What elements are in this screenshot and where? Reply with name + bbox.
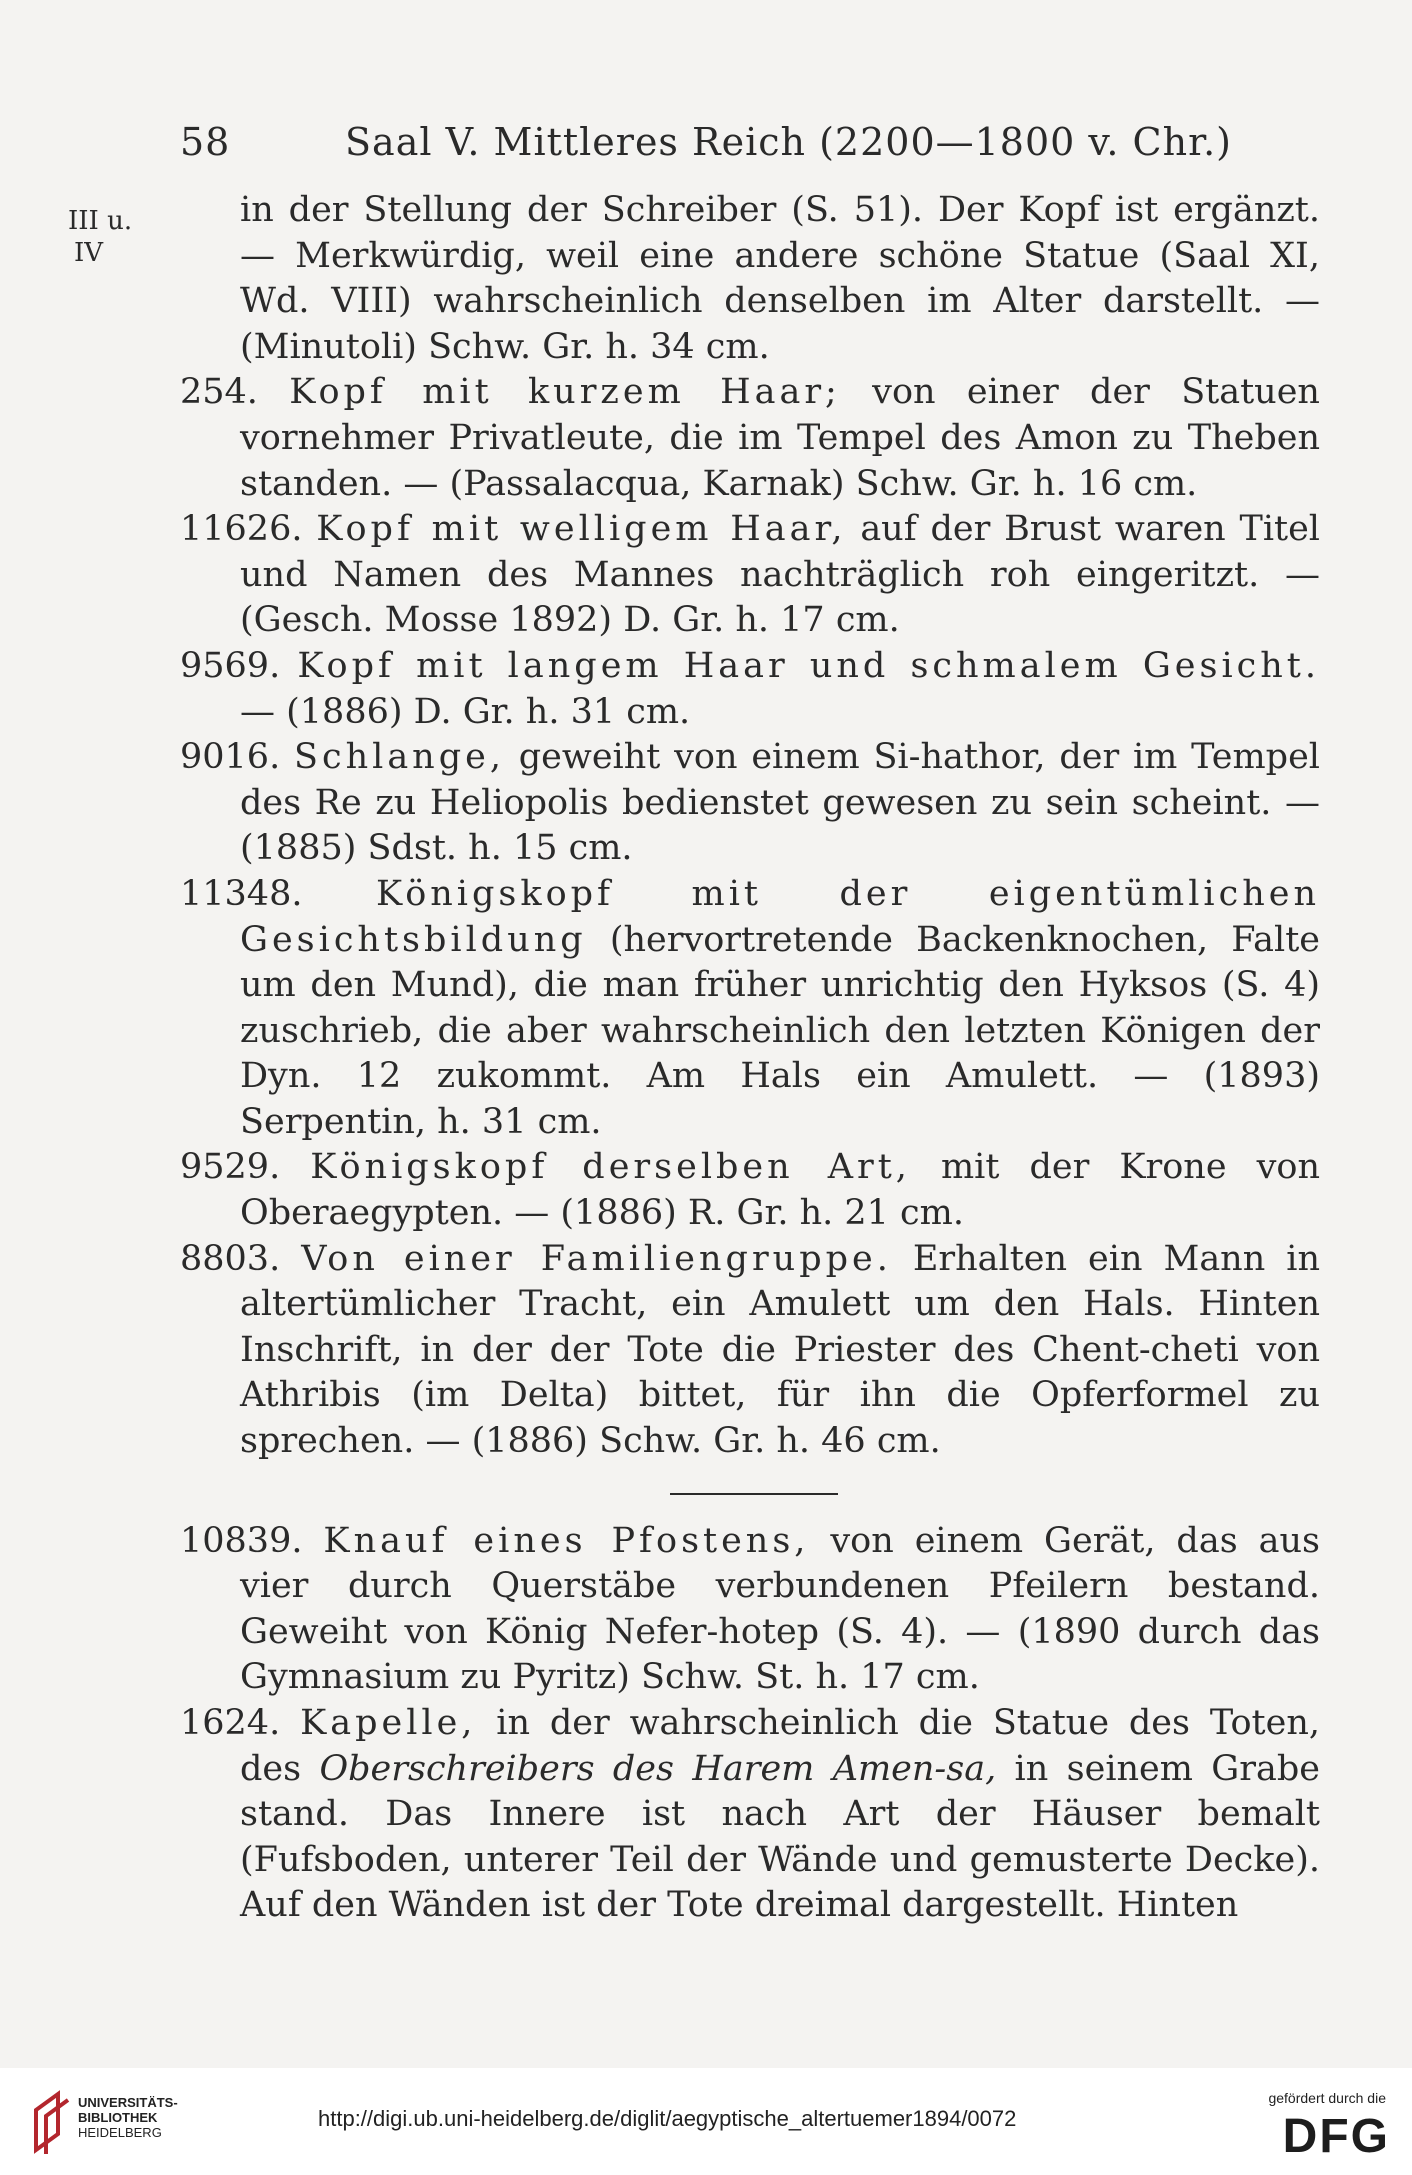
entry-text: geweiht von einem Si-hathor, der im Tempel des Re zu Heliopolis bedienstet gewesen zu sein scheint. — (1885) Sdst. h. 15 cm. bbox=[240, 737, 1320, 869]
entry-number: 254. bbox=[180, 372, 258, 413]
page-title: Saal V. Mittleres Reich (2200—1800 v. Chr.) bbox=[345, 120, 1232, 164]
entry-text: auf der Brust waren Titel und Namen des Mannes nachträglich roh eingeritzt. — (Gesch. Mosse 1892) D. Gr. h. 17 cm. bbox=[240, 509, 1320, 641]
catalog-entries-continued bbox=[180, 1519, 1320, 1701]
catalog-entry bbox=[180, 1519, 1320, 1701]
body-text bbox=[180, 188, 1320, 1929]
margin-note-line: IV bbox=[74, 238, 104, 268]
library-name-line: HEIDELBERG bbox=[78, 2125, 162, 2140]
intro-paragraph: in der Stellung der Schreiber (S. 51). Der Kopf ist ergänzt. — Merkwürdig, weil eine andere schöne Statue (Saal XI, Wd. VIII) wahrscheinlich denselben im Alter darstellt. — (Minutoli) Schw. Gr. h. 34 cm. bbox=[240, 190, 1320, 367]
funding-caption: gefördert durch die bbox=[1268, 2090, 1386, 2106]
margin-note-line: III u. bbox=[68, 206, 133, 236]
section-divider bbox=[670, 1493, 838, 1495]
entry-text: in der wahrscheinlich die Statue des Toten, des bbox=[240, 1703, 1320, 1789]
entry-number: 8803. bbox=[180, 1238, 281, 1279]
entry-number: 10839. bbox=[180, 1520, 303, 1561]
entry-heading: Von einer Familiengruppe. bbox=[301, 1238, 892, 1279]
entry-number: 9569. bbox=[180, 645, 281, 686]
entry-number: 11626. bbox=[180, 509, 303, 550]
library-name-line: UNIVERSITÄTS- bbox=[78, 2095, 178, 2110]
page-number: 58 bbox=[180, 120, 231, 164]
catalog-entry bbox=[180, 1701, 1320, 1929]
library-name-line: BIBLIOTHEK bbox=[78, 2110, 158, 2125]
entry-number: 9529. bbox=[180, 1147, 281, 1188]
library-name bbox=[78, 2095, 178, 2140]
entry-text: (hervortretende Backenknochen, Falte um den Mund), die man früher unrichtig den Hyksos (S. 4) zuschrieb, die aber wahrscheinlich den letzten Königen der Dyn. 12 zukommt. Am Hals ein Amulett. — (1893) Serpentin, h. 31 cm. bbox=[240, 919, 1320, 1142]
catalog-entry bbox=[180, 735, 1320, 872]
entry-number: 11348. bbox=[180, 873, 303, 914]
catalog-entry bbox=[180, 507, 1320, 644]
entry-heading: Königskopf derselben Art, bbox=[310, 1147, 911, 1188]
entry-text: in seinem Grabe stand. Das Innere ist nach Art der Häuser bemalt (Fufsboden, unterer Teil der Wände und gemusterte Decke). Auf den Wänden ist der Tote dreimal dargestellt. Hinten bbox=[240, 1748, 1320, 1926]
entry-text: — (1886) D. Gr. h. 31 cm. bbox=[240, 691, 691, 732]
entry-heading: Königskopf mit der eigentümlichen Gesichtsbildung bbox=[240, 873, 1320, 960]
catalog-entry bbox=[180, 1145, 1320, 1236]
entry-text: mit der Krone von Oberaegypten. — (1886) R. Gr. h. 21 cm. bbox=[240, 1147, 1320, 1234]
entry-heading: Schlange, bbox=[294, 737, 505, 778]
margin-note bbox=[68, 205, 132, 269]
entry-text: Erhalten ein Mann in altertümlicher Tracht, ein Amulett um den Hals. Hinten Inschrift, in der der Tote die Priester des Chent-cheti von Athribis (im Delta) bittet, für ihn die Opferformel zu sprechen. — (1886) Schw. Gr. h. 46 cm. bbox=[240, 1238, 1320, 1462]
running-head bbox=[180, 120, 1232, 164]
entry-heading: Kopf mit kurzem Haar; bbox=[289, 372, 841, 413]
digitization-footer bbox=[0, 2068, 1412, 2175]
entry-heading: Kopf mit langem Haar und schmalem Gesicht. bbox=[297, 645, 1320, 686]
catalog-entry bbox=[180, 370, 1320, 507]
permalink-url[interactable]: http://digi.ub.uni-heidelberg.de/diglit/aegyptische_altertuemer1894/0072 bbox=[318, 2106, 1017, 2131]
catalog-entries bbox=[180, 370, 1320, 1464]
entry-heading: Knauf eines Pfostens, bbox=[323, 1520, 810, 1561]
entry-number: 1624. bbox=[180, 1703, 281, 1743]
catalog-entry bbox=[180, 872, 1320, 1146]
catalog-entry bbox=[180, 1237, 1320, 1465]
entry-italic: Oberschreibers des Harem Amen-sa, bbox=[319, 1748, 997, 1789]
entry-number: 9016. bbox=[180, 737, 281, 778]
entry-text: von einem Gerät, das aus vier durch Querstäbe verbundenen Pfeilern bestand. Geweiht von König Nefer-hotep (S. 4). — (1890 durch das Gymnasium zu Pyritz) Schw. St. h. 17 cm. bbox=[240, 1520, 1320, 1698]
entry-text: von einer der Statuen vornehmer Privatleute, die im Tempel des Amon zu Theben standen. — (Passalacqua, Karnak) Schw. Gr. h. 16 cm. bbox=[240, 372, 1320, 504]
entry-heading: Kopf mit welligem Haar, bbox=[316, 509, 847, 550]
dfg-logo: DFG bbox=[1282, 2110, 1390, 2163]
entry-heading: Kapelle, bbox=[300, 1703, 477, 1743]
catalog-entry bbox=[180, 644, 1320, 735]
